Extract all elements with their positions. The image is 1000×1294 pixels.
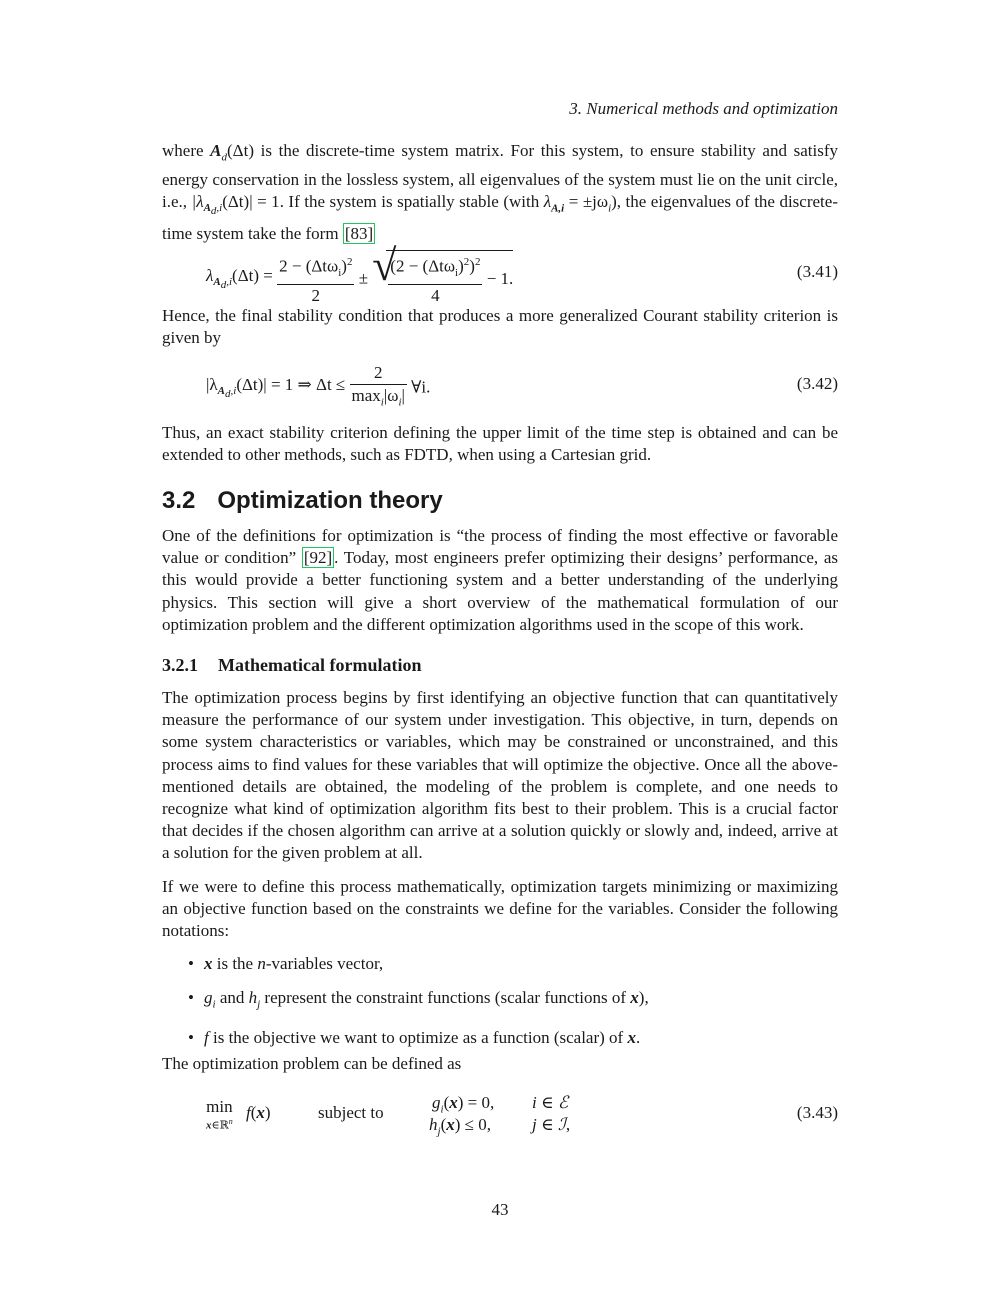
equation-3-43 (162, 1092, 838, 1144)
constraint-2: $h_j(x) \le 0$, (429, 1115, 491, 1138)
paragraph-text: Hence, the final stability condition that produces a more generalized Courant stability criterion is given by (162, 306, 838, 348)
paragraph-text: Thus, an exact stability criterion defining the upper limit of the time step is obtained and can be extended to other methods, such as FDTD, when using a Cartesian grid. (162, 423, 838, 465)
bullet-list (162, 953, 838, 1061)
subject-to-label: subject to (318, 1103, 384, 1122)
paragraph (162, 687, 838, 865)
paragraph (162, 525, 838, 636)
paragraph-text: where $A_d(\Delta t)$ is the discrete-time system matrix. For this system, to ensure stability and satisfy energy conservation in the lossless system, all eigenvalues of the system must lie on the unit circle, i.e., $|\lambda_{A_d,i}(\Delta t)| = 1$. If the system is spatially stable (with $\lambda_{A,i} = \pm j\omega_i$), the eigenvalues of the discrete-time system take the form [83] (162, 141, 838, 243)
equation-number: (3.41) (796, 262, 838, 281)
page-number: 43 (491, 1200, 509, 1219)
citation-link[interactable]: [83] (344, 223, 374, 243)
list-item: • x is the n-variables vector, (162, 953, 838, 975)
objective-function: f(x) (246, 1103, 271, 1122)
equation-3-42 (162, 360, 838, 412)
fraction: $\frac{2}{\max_i|\omega_i|}$ (351, 363, 405, 409)
equation-3-41 (162, 241, 838, 306)
subsection-heading: 3.2.1 Mathematical formulation (162, 655, 422, 675)
min-operator: min x∈ℝ$^n$ (206, 1097, 233, 1132)
section-heading: 3.2 Optimization theory (162, 487, 443, 514)
list-item: • $g_i$ and $h_j$ represent the constraint functions (scalar functions of x), (162, 987, 838, 1015)
paragraph (162, 422, 838, 466)
paragraph-text: The optimization problem can be defined as (162, 1054, 462, 1073)
equation-number: (3.43) (796, 1103, 838, 1122)
constraint-2-set: j ∈ ℐ, (532, 1115, 571, 1134)
square-root: √ $\frac{(2 - (\Delta t\omega_i)^2)^2}{4}$ − 1. (372, 241, 514, 306)
paragraph (162, 140, 838, 245)
constraint-1: $g_i(x) = 0$, (432, 1093, 495, 1116)
paragraph (162, 876, 838, 943)
list-item: • f is the objective we want to optimize as a function (scalar) of x. (162, 1027, 838, 1049)
paragraph-text: One of the definitions for optimization is “the process of finding the most effective or favorable value or condition” [92] . Today, most engineers prefer optimizing their designs’ performance, as this would provide a better functioning system and a better understanding of the underlying physics. This section will give a short overview of the mathematical formulation of our optimization problem and the different optimization algorithms used in the scope of this work. (162, 526, 838, 634)
constraint-1-set: i ∈ ℰ (532, 1093, 569, 1112)
paragraph-text: If we were to define this process mathematically, optimization targets minimizing or maximizing an objective function based on the constraints we define for the variables. Consider the following notations: (162, 877, 838, 941)
citation-link[interactable]: [92] (303, 548, 333, 568)
paragraph (162, 305, 838, 349)
running-header: 3. Numerical methods and optimization (569, 99, 838, 118)
paragraph (162, 1053, 838, 1075)
equation-body: $|\lambda_{A_d,i}(\Delta t)| = 1$ ⇒ Δt ≤ $\frac{2}{\max_i|\omega_i|}$ ∀i. (206, 362, 430, 413)
fraction: $\frac{2 - (\Delta t\omega_i)^2}{2}$ (277, 251, 354, 307)
paragraph-text: The optimization process begins by first identifying an objective function that can quantitatively measure the performance of our system under investigation. This objective, in turn, depends on some system characteristics or variables, which may be constrained or unconstrained, and this process aims to find values for these variables that will optimize the objective. Once all the above-mentioned details are obtained, the modeling of the problem is complete, and one needs to recognize what kind of optimization algorithm fits best to their problem. This is a crucial factor that decides if the chosen algorithm can arrive at a solution quickly or slowly and, indeed, arrive at a solution for the given problem at all. (162, 688, 838, 863)
equation-body: $\lambda_{A_d,i}(\Delta t)$ = $\frac{2 - (\Delta t\omega_i)^2}{2}$ ± √ $\frac{(2 - (\Delta t\omega_i)^2)^2}{4}$ − 1. (206, 241, 514, 306)
equation-number: (3.42) (796, 374, 838, 393)
